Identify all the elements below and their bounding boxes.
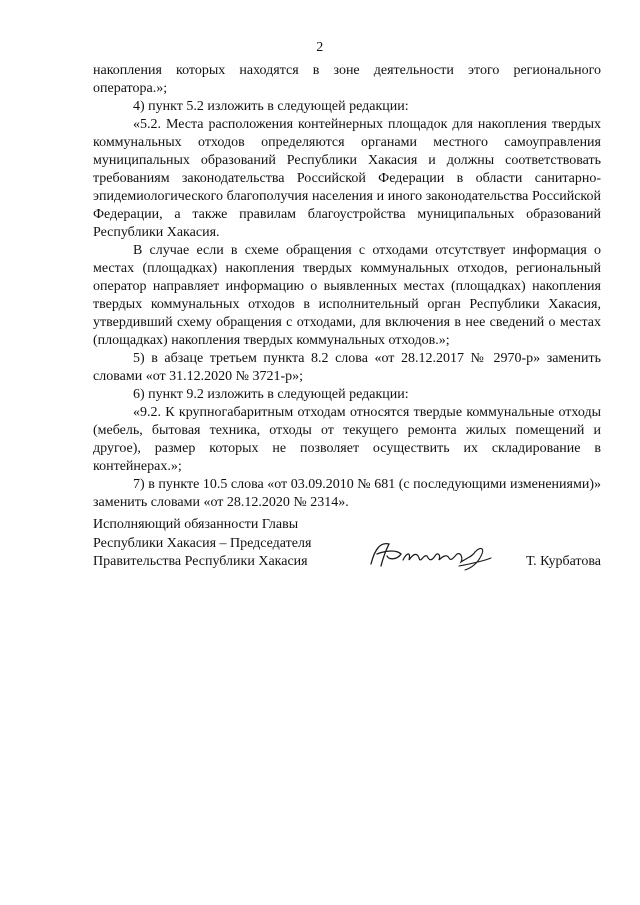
- position-line: Республики Хакасия – Председателя: [93, 535, 312, 551]
- paragraph: 4) пункт 5.2 изложить в следующей редакции:: [133, 99, 409, 114]
- signature-block: [93, 516, 601, 576]
- paragraph: 6) пункт 9.2 изложить в следующей редакции:: [133, 387, 409, 402]
- position-line: Правительства Республики Хакасия: [93, 554, 308, 569]
- paragraph: 5) в абзаце третьем пункта 8.2 слова «от 28.12.2017 № 2970-р» заменить словами «от 31.12.2020 № 3721-р»;: [93, 351, 601, 384]
- document-body: [93, 62, 601, 512]
- handwritten-signature: [363, 534, 503, 574]
- paragraph: «9.2. К крупногабаритным отходам относятся твердые коммунальные отходы (мебель, бытовая техника, отходы от текущего ремонта жилых помещений и другое), размер которых не позволяет осуществить их складирование в контейнерах.»;: [93, 405, 601, 474]
- paragraph: накопления которых находятся в зоне деятельности этого регионального оператора.»;: [93, 63, 601, 96]
- paragraph: «5.2. Места расположения контейнерных площадок для накопления твердых коммунальных отходов определяются органами местного самоуправления муниципальных образований Республики Хакасия и должны соответствовать требованиям законодательства Российской Федерации в области санитарно-эпидемиологического благополучия населения и иного законодательства Российской Федерации, а также правилам благоустройства муниципальных образований Республики Хакасия.: [93, 117, 601, 240]
- page-number: 2: [316, 40, 324, 55]
- paragraph: В случае если в схеме обращения с отходами отсутствует информация о местах (площадках) накопления твердых коммунальных отходов, региональный оператор направляет информацию о выявленных местах (площадках) накопления твердых коммунальных отходов в исполнительный орган Республики Хакасия, утвердивший схему обращения с отходами, для включения в нее сведений о местах (площадках) накопления твердых коммунальных отходов.»;: [93, 243, 601, 348]
- position-line: Исполняющий обязанности Главы: [93, 517, 299, 532]
- signatory-name: Т. Курбатова: [526, 554, 601, 569]
- signatory-position: [93, 516, 311, 572]
- paragraph: 7) в пункте 10.5 слова «от 03.09.2010 № 681 (с последующими изменениями)» заменить словами «от 28.12.2020 № 2314».: [93, 477, 601, 510]
